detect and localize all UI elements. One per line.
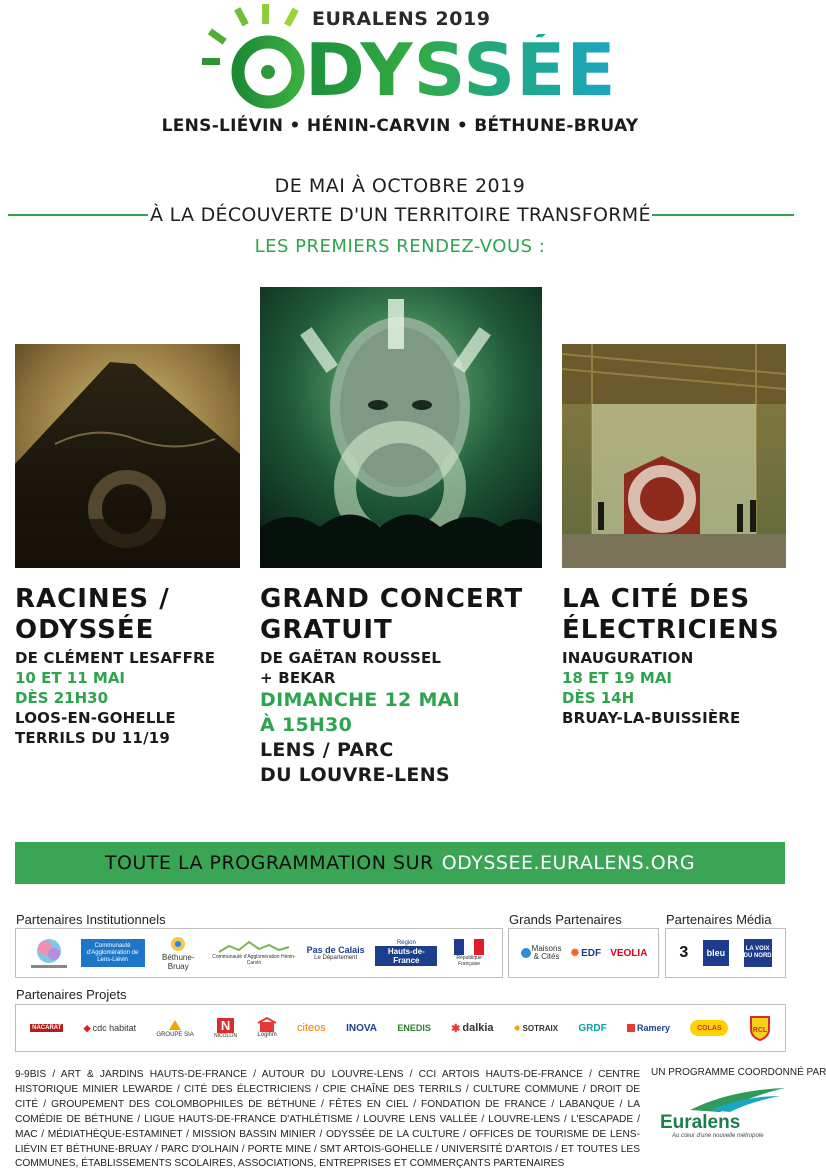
euralens-swoosh-icon: [690, 1086, 785, 1112]
event-title-line: RACINES /: [15, 584, 170, 614]
partner-logo-sotraix: ✸ SOTRAIX: [513, 1023, 559, 1033]
banner-text: TOUTE LA PROGRAMMATION SUR: [104, 852, 434, 874]
media-partners-label: Partenaires Média: [666, 912, 772, 927]
event-time: DÈS 21H30: [15, 689, 109, 707]
major-partners-box: [508, 928, 659, 978]
event-cite: [562, 584, 798, 728]
partner-logo-france-bleu: bleu: [703, 940, 729, 966]
event-artist: DE GAËTAN ROUSSEL: [260, 649, 442, 667]
project-partners-label: Partenaires Projets: [16, 987, 127, 1002]
partner-logo-republique: République Française: [447, 939, 491, 967]
racines-image: [15, 344, 240, 568]
event-place: LOOS-EN-GOHELLE: [15, 709, 176, 727]
partner-logo-cdc-habitat: ◆ cdc habitat: [83, 1022, 137, 1033]
event-place: DU LOUVRE-LENS: [260, 764, 450, 786]
tagline: À LA DÉCOUVERTE D'UN TERRITOIRE TRANSFORMÉ: [150, 204, 651, 226]
partner-logo-pas-de-calais: Pas de Calais Le Département: [306, 945, 365, 961]
coordinated-by-label: UN PROGRAMME COORDONNÉ PAR: [651, 1067, 826, 1078]
partner-logo-ramery: Ramery: [627, 1023, 670, 1033]
partner-logo-inova: INOVA: [346, 1022, 378, 1034]
partner-logo-agglo-lens: Communauté d'Agglomération de Lens-Liévin: [81, 939, 145, 967]
partner-logo-colas: COLAS: [690, 1020, 728, 1036]
partner-logo-nicollin: N NICOLLIN: [214, 1017, 238, 1039]
event-title-line: ÉLECTRICIENS: [562, 615, 780, 645]
partner-logo-grdf: GRDF: [578, 1022, 607, 1034]
partner-logo-agglo-henin: Communauté d'Agglomération Hénin-Carvin: [212, 940, 296, 966]
concert-image: [260, 287, 542, 568]
media-partners-box: [665, 928, 786, 978]
partner-logo-odyssee: [27, 936, 71, 970]
event-title-line: GRATUIT: [260, 615, 393, 645]
edition-label: EURALENS 2019: [312, 8, 491, 30]
major-partners-label: Grands Partenaires: [509, 912, 622, 927]
program-banner[interactable]: [15, 842, 785, 884]
event-date: DIMANCHE 12 MAI: [260, 689, 461, 711]
partner-logo-enedis: ENEDIS: [397, 1023, 431, 1033]
event-concert: [260, 584, 550, 788]
event-time: DÈS 14H: [562, 689, 635, 707]
event-date: 10 ET 11 MAI: [15, 669, 126, 687]
program-link[interactable]: ODYSSEE.EURALENS.ORG: [441, 852, 696, 874]
left-divider: [8, 214, 148, 216]
right-divider: [652, 214, 794, 216]
event-racines: [15, 584, 255, 748]
partner-logo-voix-du-nord: LA VOIX DU NORD: [744, 939, 772, 967]
institutional-partners-label: Partenaires Institutionnels: [16, 912, 166, 927]
euralens-tagline: Au cœur d'une nouvelle métropole: [672, 1133, 764, 1139]
footer-partner-list: 9-9BIS / ART & JARDINS HAUTS-DE-FRANCE / AUTOUR DU LOUVRE-LENS / CCI ARTOIS HAUTS-DE-FRANCE / CENTRE HISTORIQUE MINIER LEWARDE / CITÉ DES ÉLECTRICIENS / CPIE CHAÎNE DES TERRILS / CULTURE COMMUNE / DROIT DE CITÉ / GROUPEMENT DES COLOMBOPHILES DE BÉTHUNE / FÊTES EN CIEL / FONDATION DE FRANCE / LABANQUE / LA COMÉDIE DE BÉTHUNE / LIGUE HAUTS-DE-FRANCE D'ATHLÉTISME / LOUVRE LENS VALLÉE / LOUVRE-LENS / L'ESCAPADE / MAC / MÉDIATHÈQUE-ESTAMINET / MISSION BASSIN MINIER / ODYSSÉE DE LA CULTURE / OFFICES DE TOURISME DE LENS-LIÉVIN ET BÉTHUNE-BRUAY / PARC D'OLHAIN / PORTE MINE / SMT ARTOIS-GOHELLE / UNIVERSITÉ D'ARTOIS / ET TOUTES LES COMMUNES, ÉTABLISSEMENTS SCOLAIRES, ASSOCIATIONS, ENTREPRISES ET COMMERÇANTS PARTENAIRES: [15, 1069, 640, 1170]
partner-logo-region: Région Hauts-de-France: [375, 940, 437, 966]
event-time: À 15H30: [260, 714, 353, 736]
event-title-line: ODYSSÉE: [15, 615, 155, 645]
partner-logo-maisons-cites: Maisons & Cités: [520, 945, 562, 961]
brand-title: DYSSÉE: [305, 28, 617, 112]
event-place: LENS / PARC: [260, 739, 394, 761]
partner-logo-dalkia: ✱ dalkia: [451, 1022, 494, 1035]
event-artist: DE CLÉMENT LESAFFRE: [15, 649, 216, 667]
partner-logo-bethune-bruay: Béthune-Bruay: [154, 935, 202, 971]
event-artist-guest: + BEKAR: [260, 669, 336, 687]
event-place: BRUAY-LA-BUISSIÈRE: [562, 709, 741, 727]
partner-logo-citeos: citeos: [297, 1022, 326, 1034]
event-title-line: GRAND CONCERT: [260, 584, 524, 614]
event-title-line: LA CITÉ DES: [562, 584, 751, 614]
partner-logo-veolia: VEOLIA: [610, 947, 648, 959]
cite-electriciens-image: [562, 344, 786, 568]
odyssee-sun-logo-icon: [198, 2, 318, 117]
date-range: DE MAI À OCTOBRE 2019: [274, 175, 526, 197]
event-subtitle: INAUGURATION: [562, 649, 694, 667]
partner-logo-rcl: [749, 1015, 771, 1041]
partner-logo-groupe-sia: GROUPE SIA: [156, 1018, 193, 1038]
first-events-heading: LES PREMIERS RENDEZ-VOUS :: [254, 236, 546, 257]
event-place: TERRILS DU 11/19: [15, 729, 171, 747]
svg-text:RCL: RCL: [752, 1027, 767, 1034]
event-date: 18 ET 19 MAI: [562, 669, 673, 687]
partner-logo-nacarat: NACARAT: [32, 1025, 62, 1031]
cities-line: LENS-LIÉVIN • HÉNIN-CARVIN • BÉTHUNE-BRUAY: [161, 116, 639, 136]
partner-logo-france3: 3: [679, 944, 689, 961]
partner-logo-edf: ✺ EDF: [570, 947, 602, 959]
partner-logo-logifim: Logifim: [257, 1018, 276, 1038]
euralens-logo-text: Euralens: [660, 1112, 741, 1133]
project-partners-box: [15, 1004, 786, 1052]
institutional-partners-box: [15, 928, 503, 978]
